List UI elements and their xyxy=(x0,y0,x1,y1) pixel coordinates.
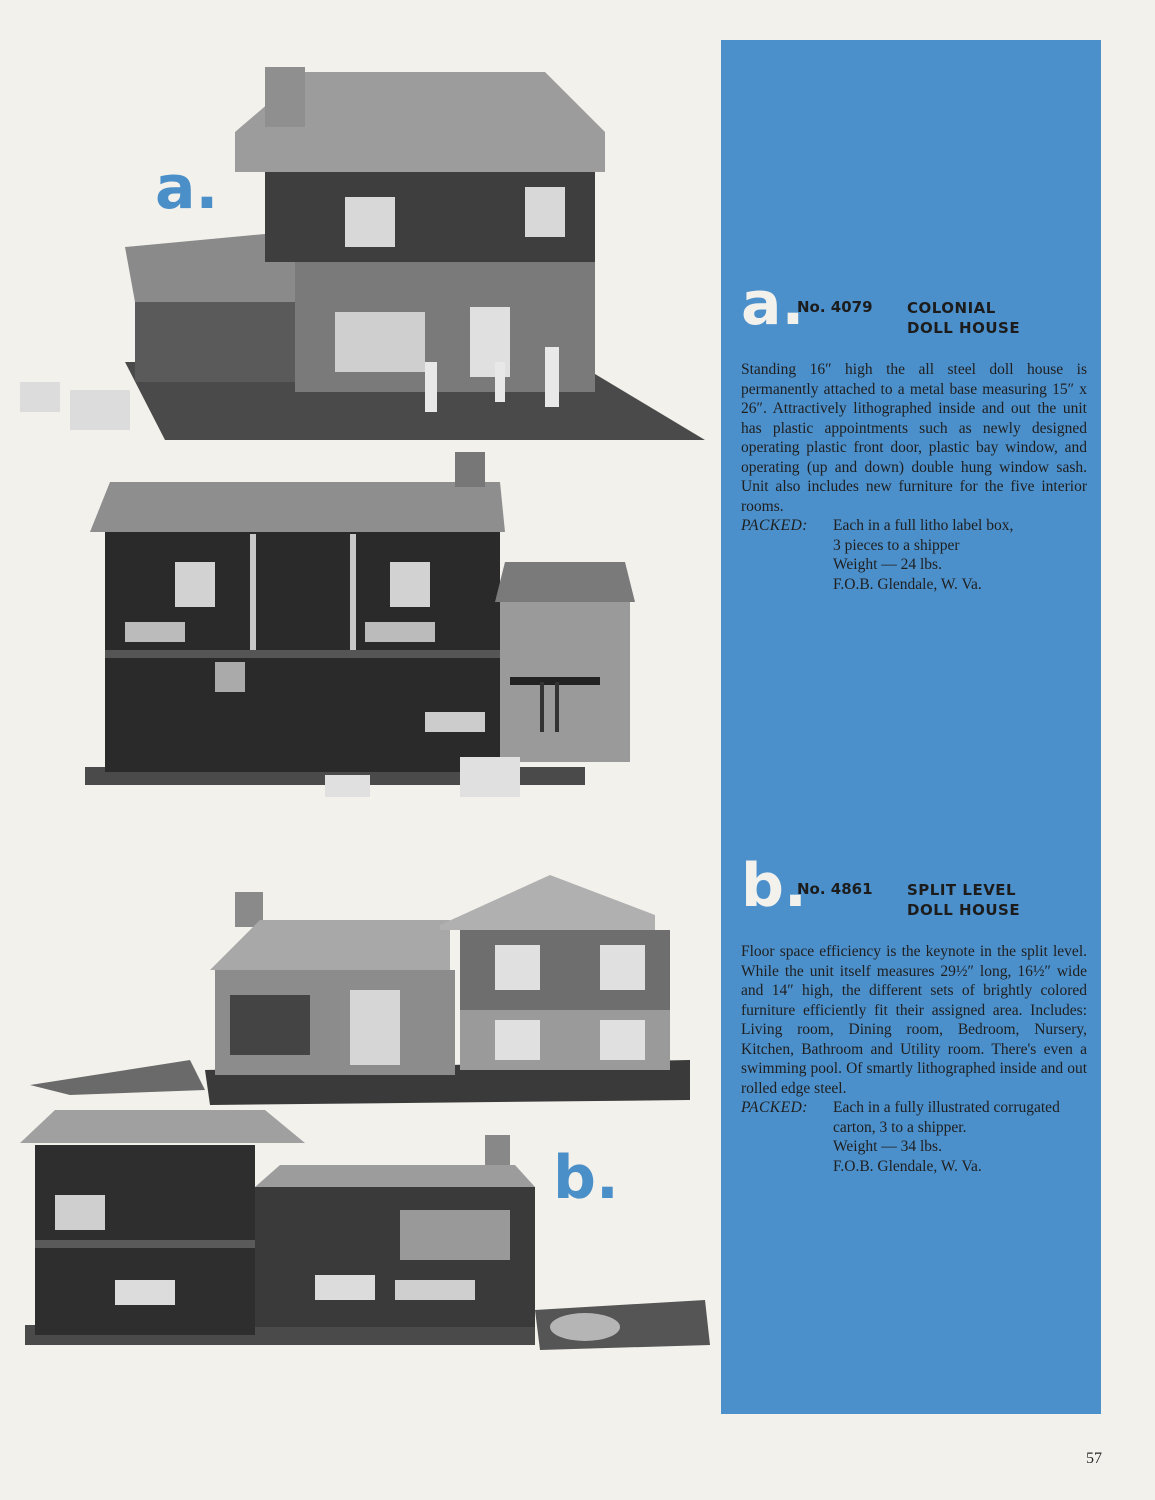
product-number-b: No. 4861 xyxy=(797,880,873,898)
product-name-a: COLONIAL DOLL HOUSE xyxy=(907,299,1021,337)
product-entry-b xyxy=(741,851,1087,1176)
product-number-a: No. 4079 xyxy=(797,298,873,316)
packed-line: F.O.B. Glendale, W. Va. xyxy=(833,575,982,593)
packed-line: Each in a fully illustrated corrugated carton, 3 to a shipper. xyxy=(833,1099,1060,1136)
product-letter-b: b. xyxy=(741,851,807,921)
product-entry-a xyxy=(741,269,1087,594)
product-name-b: SPLIT LEVEL DOLL HOUSE xyxy=(907,881,1021,919)
colonial-interior-photo xyxy=(85,452,640,802)
packed-line: F.O.B. Glendale, W. Va. xyxy=(833,1157,982,1175)
product-letter-a: a. xyxy=(741,269,805,339)
split-level-interior-photo xyxy=(15,1105,715,1365)
packed-line: Weight — 34 lbs. xyxy=(833,1138,942,1155)
product-description-b: Floor space efficiency is the keynote in the split level. While the unit itself measures 29½″ long, 16½″ wide and 14″ high, the different sets of brightly colored furniture efficiently fit their assigned area. Includes: Living room, Dining room, Bedroom, Nursery, Kitchen, Bathroom and Utility room. There's even a swimming pool. Of smartly lithographed inside and out rolled edge steel. xyxy=(741,943,1087,1097)
colonial-exterior-photo xyxy=(15,62,705,442)
product-description-a: Standing 16″ high the all steel doll house is permanently attached to a metal base measuring 15″ x 26″. Attractively lithographed inside and out the unit has plastic appointments such as newly designed operating plastic front door, plastic bay window, and operating (up and down) double hung window sash. Unit also includes new furniture for the five interior rooms. xyxy=(741,361,1087,515)
packing-info-a xyxy=(741,516,1087,594)
split-level-exterior-photo xyxy=(30,860,695,1110)
product-heading-b xyxy=(741,851,1087,942)
packed-line: Each in a full litho label box, xyxy=(833,517,1014,534)
photo-label-b: b. xyxy=(553,1143,619,1213)
photo-label-a: a. xyxy=(155,153,219,223)
packed-label-b: PACKED: xyxy=(741,1099,808,1116)
packed-label-a: PACKED: xyxy=(741,517,808,534)
packing-info-b xyxy=(741,1098,1087,1176)
packed-line: Weight — 24 lbs. xyxy=(833,556,942,573)
product-heading-a xyxy=(741,269,1087,360)
description-panel xyxy=(721,40,1101,1414)
page-number: 57 xyxy=(1086,1450,1102,1467)
packed-line: 3 pieces to a shipper xyxy=(833,536,960,554)
